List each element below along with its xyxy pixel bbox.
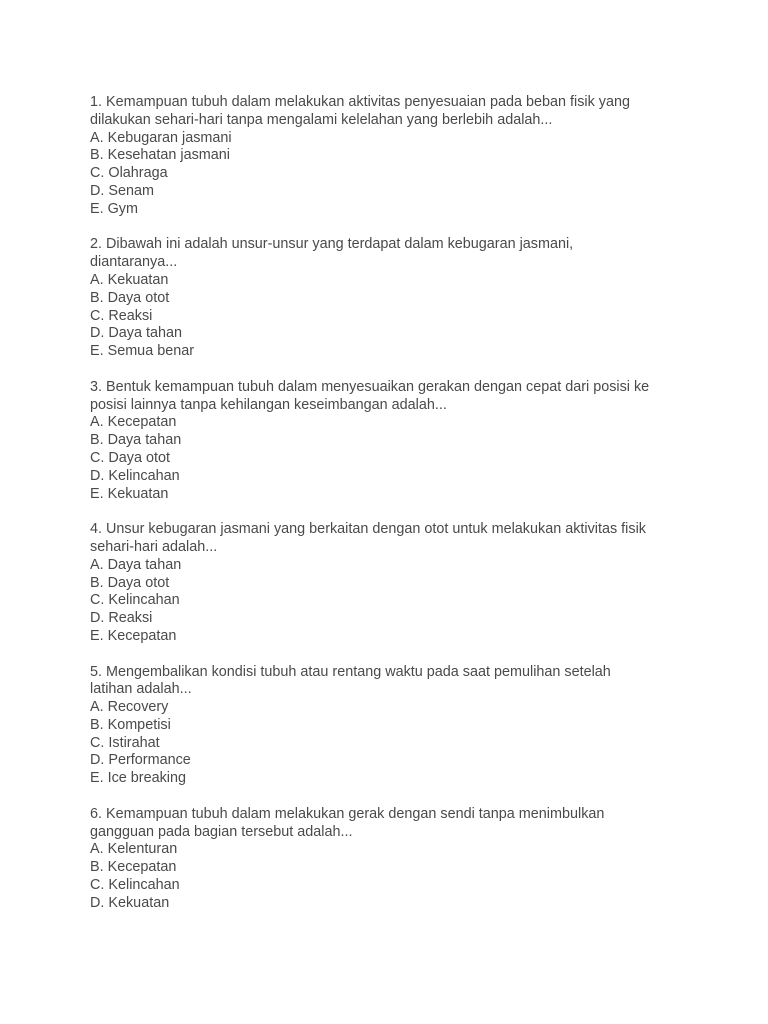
- answer-option-d: D. Kekuatan: [90, 894, 170, 911]
- question-text-line: 3. Bentuk kemampuan tubuh dalam menyesuaikan gerakan dengan cepat dari posisi ke: [90, 378, 650, 395]
- question-text-line: 5. Mengembalikan kondisi tubuh atau rentang waktu pada saat pemulihan setelah: [90, 663, 611, 680]
- answer-option-c: C. Kelincahan: [90, 592, 180, 609]
- question-5: [90, 664, 730, 789]
- answer-option-b: B. Kompetisi: [90, 716, 171, 733]
- question-text-line: 1. Kemampuan tubuh dalam melakukan aktivitas penyesuaian pada beban fisik yang: [90, 94, 630, 110]
- answer-option-c: C. Istirahat: [90, 734, 160, 751]
- answer-option-c: C. Daya otot: [90, 449, 170, 466]
- question-4: [90, 521, 730, 646]
- answer-option-b: B. Daya tahan: [90, 432, 182, 449]
- answer-option-d: D. Senam: [90, 182, 154, 199]
- answer-option-b: B. Daya otot: [90, 574, 170, 591]
- question-2: [90, 236, 730, 361]
- answer-option-e: E. Semua benar: [90, 343, 194, 360]
- question-text-line: 6. Kemampuan tubuh dalam melakukan gerak dengan sendi tanpa menimbulkan: [90, 805, 605, 822]
- question-text-line: 4. Unsur kebugaran jasmani yang berkaitan dengan otot untuk melakukan aktivitas fisik: [90, 521, 646, 538]
- question-text-line: 2. Dibawah ini adalah unsur-unsur yang terdapat dalam kebugaran jasmani,: [90, 236, 574, 253]
- question-3: [90, 379, 730, 504]
- answer-option-c: C. Reaksi: [90, 307, 153, 324]
- answer-option-a: A. Kelenturan: [90, 841, 178, 858]
- question-1: [90, 94, 730, 219]
- question-text-line: sehari-hari adalah...: [90, 538, 218, 555]
- question-text-line: latihan adalah...: [90, 681, 192, 698]
- question-text-line: diantaranya...: [90, 254, 178, 271]
- answer-option-e: E. Ice breaking: [90, 770, 186, 787]
- question-text-line: dilakukan sehari-hari tanpa mengalami kelelahan yang berlebih adalah...: [90, 111, 553, 128]
- question-6: [90, 806, 730, 913]
- answer-option-a: A. Recovery: [90, 699, 169, 716]
- answer-option-d: D. Daya tahan: [90, 325, 182, 342]
- answer-option-b: B. Daya otot: [90, 289, 170, 306]
- answer-option-c: C. Olahraga: [90, 165, 168, 182]
- answer-option-e: E. Kekuatan: [90, 485, 169, 502]
- answer-option-d: D. Kelincahan: [90, 467, 180, 484]
- answer-option-a: A. Kebugaran jasmani: [90, 129, 232, 146]
- answer-option-e: E. Gym: [90, 200, 138, 217]
- answer-option-a: A. Kekuatan: [90, 271, 169, 288]
- answer-option-a: A. Daya tahan: [90, 556, 182, 573]
- answer-option-d: D. Reaksi: [90, 610, 153, 627]
- answer-option-b: B. Kesehatan jasmani: [90, 147, 230, 164]
- document-page: [90, 94, 730, 930]
- answer-option-e: E. Kecepatan: [90, 627, 177, 644]
- question-text-line: posisi lainnya tanpa kehilangan keseimbangan adalah...: [90, 396, 447, 413]
- answer-option-d: D. Performance: [90, 752, 191, 769]
- answer-option-b: B. Kecepatan: [90, 859, 177, 876]
- answer-option-c: C. Kelincahan: [90, 877, 180, 894]
- answer-option-a: A. Kecepatan: [90, 414, 177, 431]
- question-text-line: gangguan pada bagian tersebut adalah...: [90, 823, 353, 840]
